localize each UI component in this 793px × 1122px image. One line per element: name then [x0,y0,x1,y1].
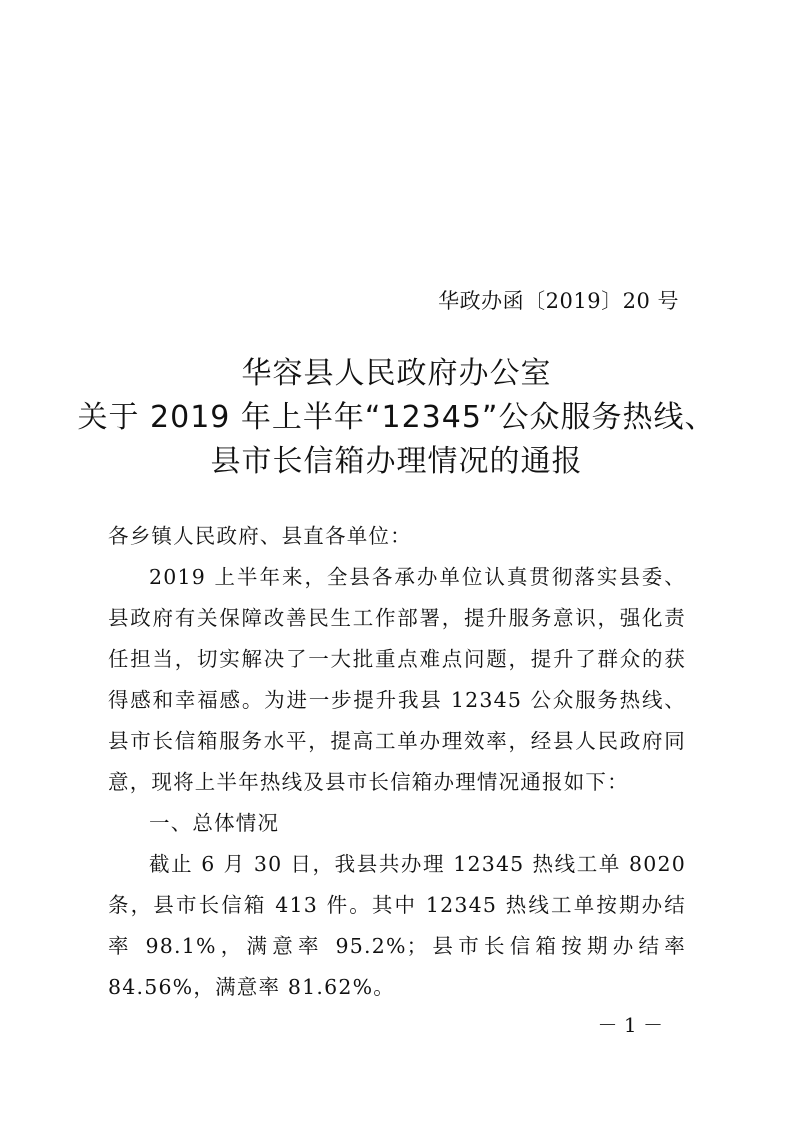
document-number: 华政办函〔2019〕20 号 [438,289,679,313]
body-paragraph-2: 截止 6 月 30 日，我县共办理 12345 热线工单 8020 条，县市长信箱 413 件。其中 12345 热线工单按期办结率 98.1%，满意率 95.2%；县市长信箱按期办结率 84.56%，满意率 81.62%。 [108,852,686,999]
document-title [0,352,793,484]
title-line-3: 县市长信箱办理情况的通报 [210,444,583,479]
title-line-1: 华容县人民政府办公室 [241,356,552,391]
salutation: 各乡镇人民政府、县直各单位： [108,524,412,548]
document-body [108,516,686,1008]
body-paragraph-1: 2019 上半年来，全县各承办单位认真贯彻落实县委、县政府有关保障改善民生工作部署，提升服务意识，强化责任担当，切实解决了一大批重点难点问题，提升了群众的获得感和幸福感。为进一步提升我县 12345 公众服务热线、县市长信箱服务水平，提高工单办理效率，经县人民政府同意，现将上半年热线及县市长信箱办理情况通报如下： [108,565,686,794]
page-number: － 1 － [597,1013,663,1037]
title-line-2: 关于 2019 年上半年“12345”公众服务热线、 [77,400,716,435]
section-heading-overview: 一、总体情况 [149,811,280,835]
